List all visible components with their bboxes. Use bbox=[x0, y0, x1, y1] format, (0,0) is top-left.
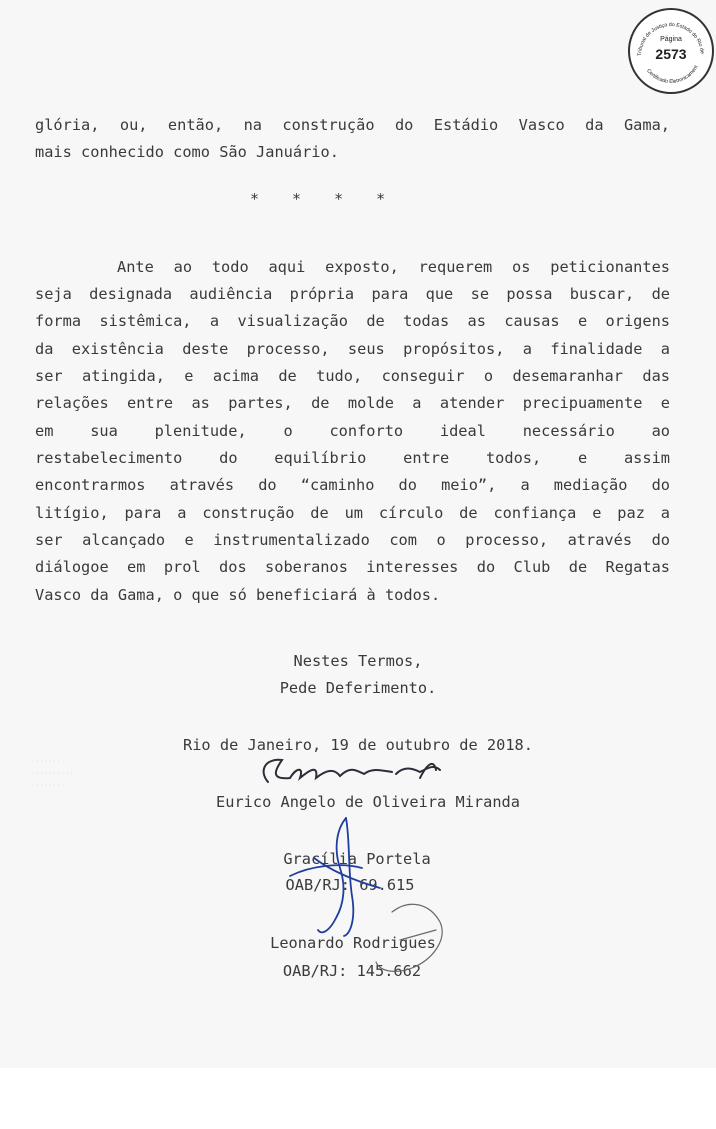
bleed-through-mark: · · · · · · · · bbox=[32, 782, 65, 789]
paragraph-line: restabelecimento do equilíbrio entre todos, e assim bbox=[35, 449, 670, 467]
paragraph-line: em sua plenitude, o conforto ideal necessário ao bbox=[35, 422, 670, 440]
bleed-through-mark: · · · · · · · · · · bbox=[32, 770, 73, 777]
section-separator: * * * * bbox=[250, 190, 386, 208]
paragraph-line: litígio, para a construção de um círculo de confiança e paz a bbox=[35, 504, 670, 522]
paragraph-line: encontrarmos através do “caminho do meio”, a mediação do bbox=[35, 476, 670, 494]
closing-line: Pede Deferimento. bbox=[279, 679, 437, 697]
handwritten-signature-eurico bbox=[264, 760, 440, 782]
stamp-page-number: 2573 bbox=[655, 46, 687, 62]
paragraph-line: da existência deste processo, seus propósitos, a finalidade a bbox=[35, 340, 670, 358]
stamp-label: Página bbox=[660, 36, 682, 43]
paragraph-line: seja designada audiência própria para que se possa buscar, de bbox=[35, 285, 670, 303]
paragraph-end-line: glória, ou, então, na construção do Estádio Vasco da Gama, bbox=[35, 116, 670, 134]
court-page-stamp bbox=[628, 8, 714, 94]
signatory-name: Gracília Portela bbox=[283, 850, 431, 868]
paragraph-line: forma sistêmica, a visualização de todas as causas e origens bbox=[35, 312, 670, 330]
paragraph-line: ser alcançado e instrumentalizado com o processo, através do bbox=[35, 531, 670, 549]
page-bottom-margin bbox=[0, 1068, 716, 1129]
paragraph-end-line: mais conhecido como São Januário. bbox=[35, 143, 339, 161]
place-date: Rio de Janeiro, 19 de outubro de 2018. bbox=[183, 736, 533, 754]
paragraph-line: ser atingida, e acima de tudo, conseguir o desemaranhar das bbox=[35, 367, 670, 385]
paragraph-line: Ante ao todo aqui exposto, requerem os peticionantes bbox=[117, 258, 670, 276]
closing-line: Nestes Termos, bbox=[293, 652, 423, 670]
signatory-name: Eurico Angelo de Oliveira Miranda bbox=[216, 793, 520, 811]
stamp-circle-text: Tribunal de Justiça do Estado do Rio de bbox=[636, 21, 705, 57]
paragraph-line: diálogoe em prol dos soberanos interesses do Club de Regatas bbox=[35, 558, 670, 576]
bleed-through-mark: · · · · · · · bbox=[32, 758, 60, 765]
signatory-oab: OAB/RJ: 145.662 bbox=[282, 962, 422, 980]
signatory-oab: OAB/RJ: 69.615 bbox=[285, 876, 415, 894]
paragraph-line: relações entre as partes, de molde a atender precipuamente e bbox=[35, 394, 670, 412]
stamp-bottom-text: Certificado Eletronicament bbox=[645, 64, 700, 85]
signatory-name: Leonardo Rodrigues bbox=[270, 934, 436, 952]
paragraph-line: Vasco da Gama, o que só beneficiará à todos. bbox=[35, 586, 441, 604]
